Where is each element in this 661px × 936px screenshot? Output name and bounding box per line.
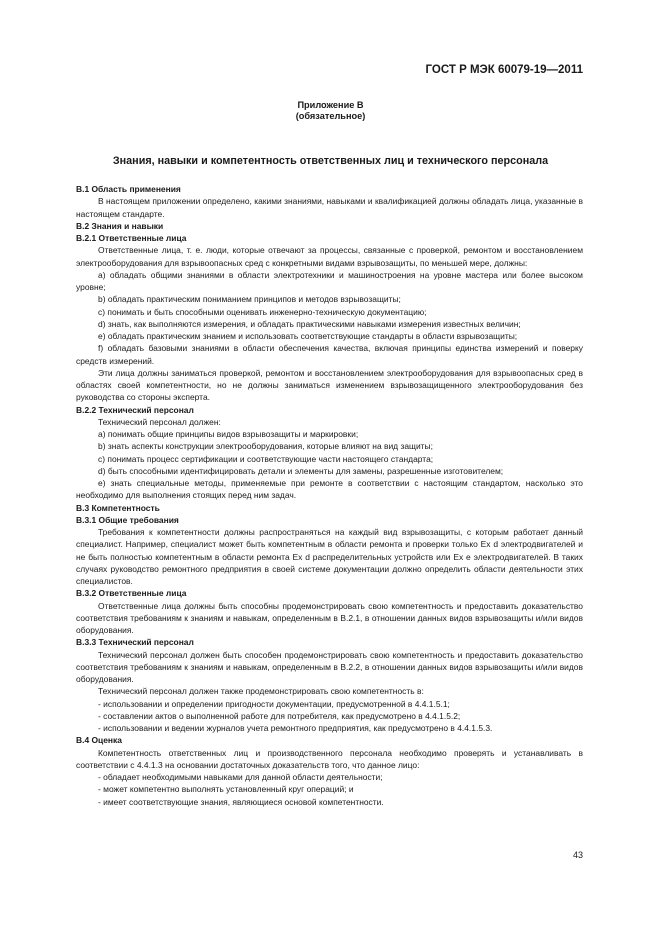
paragraph: Ответственные лица, т. е. люди, которые отвечают за процессы, связанные с проверкой, ремонтом и восстановлением электрооборудования для взрывоопасных сред с конкретными видами взрывозащиты, по меньшей мере, должны: xyxy=(76,245,583,268)
list-item: c) понимать и быть способными оценивать инженерно-техническую документацию; xyxy=(98,306,427,317)
list-item: e) обладать практическим знанием и использовать соответствующие стандарты в области взрывозащиты; xyxy=(98,331,518,341)
list-item: а) понимать общие принципы видов взрывозащиты и маркировки; xyxy=(98,429,359,439)
list-item: - использовании и определении пригодности документации, предусмотренной в 4.4.1.5.1; xyxy=(98,698,450,709)
list-item: d) быть способными идентифицировать детали и элементы для замены, разрешенные изготовителем; xyxy=(98,465,504,476)
list-item: e) знать специальные методы, применяемые при ремонте в соответствии с настоящим стандартом, насколько это необходимо для выполнения стоящих перед ним задач. xyxy=(76,478,583,501)
list-item: - обладает необходимыми навыками для данной области деятельности; xyxy=(98,772,383,782)
heading-b32: В.3.2 Ответственные лица xyxy=(76,588,187,599)
list-item: c) понимать процесс сертификации и соответствующие части настоящего стандарта; xyxy=(98,453,434,464)
list-item: - может компетентно выполнять установленный круг операций; и xyxy=(98,784,354,795)
heading-b31: В.3.1 Общие требования xyxy=(76,514,179,525)
paragraph: Компетентность ответственных лиц и производственного персонала необходимо проверять и устанавливать в соответствии с 4.4.1.3 на основании достаточных доказательств того, что данное лицо: xyxy=(76,747,583,770)
heading-b21: В.2.1 Ответственные лица xyxy=(76,233,187,243)
heading-b33: В.3.3 Технический персонал xyxy=(76,637,194,648)
list-item: - использовании и ведении журналов учета ремонтного предприятия, как предусмотрено в 4.4.1.5.3. xyxy=(98,723,493,733)
list-item: d) знать, как выполняются измерения, и обладать практическими навыками измерения известных величин; xyxy=(98,318,521,329)
list-item: а) обладать общими знаниями в области электротехники и машиностроения на уровне мастера или более высоком уровне; xyxy=(76,269,583,292)
paragraph: Технический персонал должен также продемонстрировать свою компетентность в: xyxy=(98,686,424,697)
heading-b1: В.1 Область применения xyxy=(76,184,181,194)
appendix-label: Приложение В xyxy=(297,100,364,110)
appendix-title: Знания, навыки и компетентность ответственных лиц и технического персонала xyxy=(112,155,549,167)
list-item: f) обладать базовыми знаниями в области обеспечения качества, включая принципы единства измерений и поверку средств измерений. xyxy=(76,343,583,366)
document-body xyxy=(76,183,583,808)
list-item: - составлении актов о выполненной работе для потребителя, как предусмотрено в 4.4.1.5.2; xyxy=(98,710,461,721)
paragraph: В настоящем приложении определено, какими знаниями, навыками и квалификацией должны обладать лица, указанные в настоящем стандарте. xyxy=(76,196,583,219)
paragraph: Эти лица должны заниматься проверкой, ремонтом и восстановлением электрооборудования для взрывоопасных сред в областях своей компетентности, но не должны заниматься изменением взрывозащищенного электрооборудования без руководства со стороны эксперта. xyxy=(76,367,583,403)
paragraph: Требования к компетентности должны распространяться на каждый вид взрывозащиты, с которым работает данный специалист. Например, специалист может быть компетентным в области ремонта и проверки только Ex d электродвигателей и не быть полностью компетентным в области ремонта Ex d распределительных устройств или Ex e электродвигателей. В таких случаях руководство ремонтного предприятия в своей системе документации должно определить области деятельности этих специалистов. xyxy=(76,527,583,586)
paragraph: Технический персонал должен: xyxy=(98,416,221,427)
heading-b3: В.3 Компетентность xyxy=(76,502,160,513)
heading-b2: В.2 Знания и навыки xyxy=(76,220,164,231)
list-item: b) знать аспекты конструкции электрооборудования, которые влияют на вид защиты; xyxy=(98,441,433,452)
appendix-note: (обязательное) xyxy=(295,111,366,121)
page-number: 43 xyxy=(572,850,583,860)
standard-designation: ГОСТ Р МЭК 60079-19—2011 xyxy=(425,64,583,76)
list-item: b) обладать практическим пониманием принципов и методов взрывозащиты; xyxy=(98,294,401,305)
heading-b22: В.2.2 Технический персонал xyxy=(76,404,194,415)
list-item: - имеет соответствующие знания, являющиеся основой компетентности. xyxy=(98,796,384,807)
heading-b4: В.4 Оценка xyxy=(76,735,122,746)
paragraph: Ответственные лица должны быть способны продемонстрировать свою компетентность и предоставить доказательство соответствия требованиям к знаниям и навыкам, определенным в В.2.1, в отношении данных видов взрывозащиты и/или видов оборудования. xyxy=(76,600,583,635)
paragraph: Технический персонал должен быть способен продемонстрировать свою компетентность и предоставить доказательство соответствия требованиям к знаниям и навыкам, определенным в В.2.2, в отношении данных видов взрывозащиты и/или видов оборудования. xyxy=(76,649,583,684)
